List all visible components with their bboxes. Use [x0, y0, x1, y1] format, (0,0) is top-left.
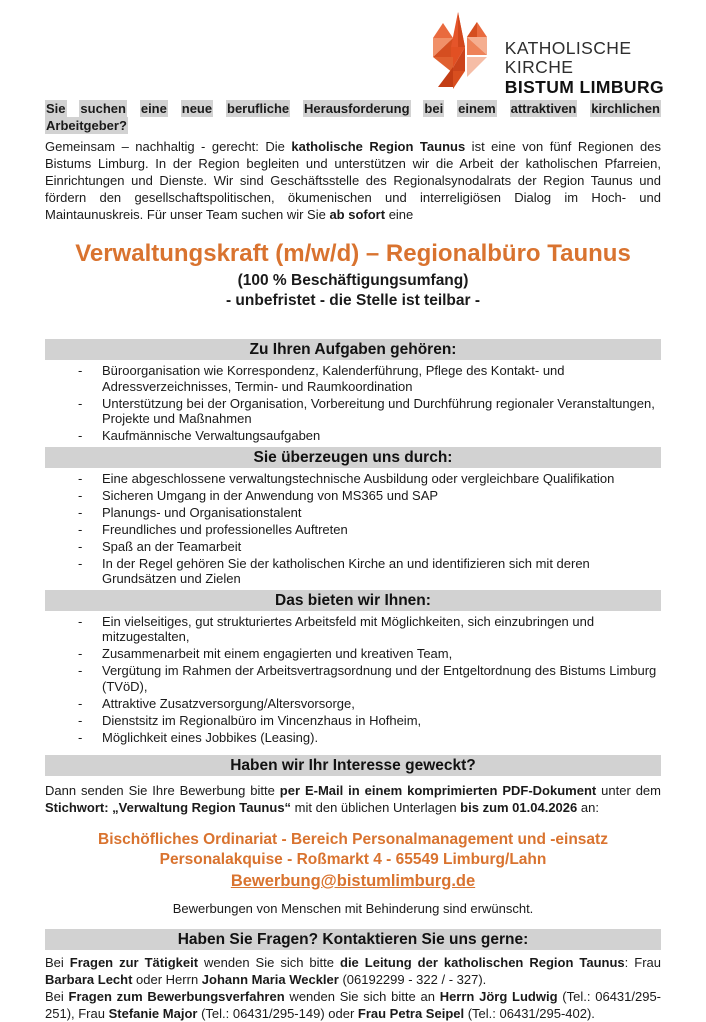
highlighted-word: Herausforderung	[304, 101, 410, 116]
section-header-questions: Haben Sie Fragen? Kontaktieren Sie uns gerne:	[45, 929, 661, 950]
text-segment: Johann Maria Weckler	[201, 972, 339, 987]
list-item: - In der Regel gehören Sie der katholischen Kirche an und identifizieren sich mit deren Grundsätzen und Zielen	[45, 556, 661, 587]
list-item: - Sicheren Umgang in der Anwendung von MS365 und SAP	[45, 488, 661, 504]
section-header-interest: Haben wir Ihr Interesse geweckt?	[45, 755, 661, 776]
list-item: - Eine abgeschlossene verwaltungstechnische Ausbildung oder vergleichbare Qualifikation	[45, 471, 661, 487]
list-item: - Möglichkeit eines Jobbikes (Leasing).	[45, 730, 661, 746]
logo-wordmark	[505, 39, 664, 99]
application-email-link[interactable]: Bewerbung@bistumlimburg.de	[230, 872, 476, 890]
text-segment: bis zum 01.04.2026	[460, 800, 578, 815]
text-segment: Fragen zur Tätigkeit	[69, 955, 199, 970]
text-segment: (Tel.: 06431/295-402).	[464, 1006, 595, 1021]
list-item: - Planungs- und Organisationstalent	[45, 505, 661, 521]
highlighted-word: eine	[140, 101, 167, 116]
text-segment: Stefanie Major	[108, 1006, 198, 1021]
highlighted-word: kirchlichen	[591, 101, 660, 116]
contract-note: - unbefristet - die Stelle ist teilbar -	[225, 292, 481, 309]
section-header-profile: Sie überzeugen uns durch:	[45, 447, 661, 468]
list-item: - Unterstützung bei der Organisation, Vorbereitung und Durchführung regionaler Veranstaltungen, Projekte und Maßnahmen	[45, 396, 661, 427]
intro-paragraph	[45, 138, 661, 223]
offer-list	[45, 614, 661, 746]
text-segment: unter dem	[596, 783, 661, 798]
text-segment: die Leitung der katholischen Region Taunus	[340, 955, 625, 970]
profile-list	[45, 471, 661, 587]
text-segment: : Frau	[624, 955, 661, 970]
list-item: - Büroorganisation wie Korrespondenz, Kalenderführung, Pflege des Kontakt- und Adressverzeichnisses, Termin- und Raumkoordination	[45, 363, 661, 394]
text-segment: Dann senden Sie Ihre Bewerbung bitte	[45, 783, 280, 798]
document-body	[0, 100, 706, 1022]
text-segment: per E-Mail in einem komprimierten PDF-Dokument	[279, 783, 597, 798]
address-line-1: Bischöfliches Ordinariat - Bereich Personalmanagement und -einsatz	[98, 831, 608, 848]
text-segment: mit den üblichen Unterlagen	[291, 800, 461, 815]
highlighted-word: attraktiven	[510, 101, 577, 116]
text-segment: eine	[385, 207, 414, 222]
highlighted-word: suchen	[80, 101, 126, 116]
highlighted-word: Arbeitgeber?	[46, 118, 127, 133]
section-header-tasks: Zu Ihren Aufgaben gehören:	[45, 339, 661, 360]
application-instructions	[45, 782, 661, 816]
address-line-2: Personalakquise - Roßmarkt 4 - 65549 Limburg/Lahn	[159, 851, 547, 868]
list-item: - Dienstsitz im Regionalbüro im Vincenzhaus in Hofheim,	[45, 713, 661, 729]
text-segment: ab sofort	[329, 207, 386, 222]
text-segment: Bei	[45, 955, 70, 970]
employment-scope: (100 % Beschäftigungsumfang)	[237, 272, 469, 289]
text-segment: wenden Sie sich bitte	[198, 955, 340, 970]
email-line	[45, 871, 661, 892]
list-item: - Spaß an der Teamarbeit	[45, 539, 661, 555]
text-segment: an:	[577, 800, 599, 815]
text-segment: Bei	[45, 989, 69, 1004]
list-item: - Zusammenarbeit mit einem engagierten und kreativen Team,	[45, 646, 661, 662]
highlighted-word: neue	[181, 101, 213, 116]
text-segment: Stichwort: „Verwaltung Region Taunus“	[45, 800, 292, 815]
logo-line-katholische: KATHOLISCHE	[504, 37, 632, 58]
job-title: Verwaltungskraft (m/w/d) – Regionalbüro Taunus	[75, 240, 631, 267]
list-item: - Ein vielseitiges, gut strukturiertes Arbeitsfeld mit Möglichkeiten, sich einzubringen und mitzugestalten,	[45, 614, 661, 645]
cathedral-facets-icon	[424, 10, 496, 98]
text-segment: (Tel.: 06431/295-149) oder	[197, 1006, 358, 1021]
list-item: - Vergütung im Rahmen der Arbeitsvertragsordnung und der Entgeltordnung des Bistums Limburg (TVöD),	[45, 663, 661, 694]
text-segment: katholische Region Taunus	[291, 139, 466, 154]
text-segment: (06192299 - 322 / - 327).	[338, 972, 487, 987]
tasks-list	[45, 363, 661, 444]
list-item: - Kaufmännische Verwaltungsaufgaben	[45, 428, 661, 444]
logo-line-bistum-limburg: BISTUM LIMBURG	[504, 76, 664, 97]
highlighted-word: Sie	[46, 101, 66, 116]
highlighted-word: einem	[458, 101, 496, 116]
logo-line-kirche: KIRCHE	[504, 57, 574, 77]
list-item: - Freundliches und professionelles Auftreten	[45, 522, 661, 538]
highlighted-word: bei	[424, 101, 444, 116]
document-header	[0, 0, 706, 95]
text-segment: Fragen zum Bewerbungsverfahren	[68, 989, 285, 1004]
text-segment: Gemeinsam – nachhaltig - gerecht: Die	[45, 139, 292, 154]
text-segment: (Tel.: 06431/295-251), Frau	[45, 989, 662, 1021]
highlighted-word: berufliche	[227, 101, 290, 116]
bistum-limburg-logo	[424, 10, 664, 98]
contact-paragraph-process	[45, 988, 661, 1022]
list-item: - Attraktive Zusatzversorgung/Altersvorsorge,	[45, 696, 661, 712]
highlighted-question	[45, 100, 661, 134]
text-segment: wenden Sie sich bitte an	[284, 989, 440, 1004]
disability-note: Bewerbungen von Menschen mit Behinderung sind erwünscht.	[172, 901, 534, 916]
contact-paragraph-role	[45, 954, 661, 988]
text-segment: Herrn Jörg Ludwig	[439, 989, 558, 1004]
text-segment: ist eine von fünf Regionen des Bistums Limburg. In der Region begleiten und unterstützen wir die Arbeit der katholischen Pfarreien, Einrichtungen und Dienste. Wir sind Geschäftsstelle des Regionalsynodalrats der Region Taunus und fördern den gesellschaftspolitischen, ökumenischen und interreligiösen Dialog im Hoch- und Maintaunuskreis. Für unser Team suchen wir Sie	[45, 139, 661, 222]
application-address	[45, 830, 661, 892]
text-segment: Frau Petra Seipel	[357, 1006, 465, 1021]
text-segment: oder Herrn	[132, 972, 202, 987]
text-segment: Barbara Lecht	[45, 972, 133, 987]
section-header-offer: Das bieten wir Ihnen:	[45, 590, 661, 611]
